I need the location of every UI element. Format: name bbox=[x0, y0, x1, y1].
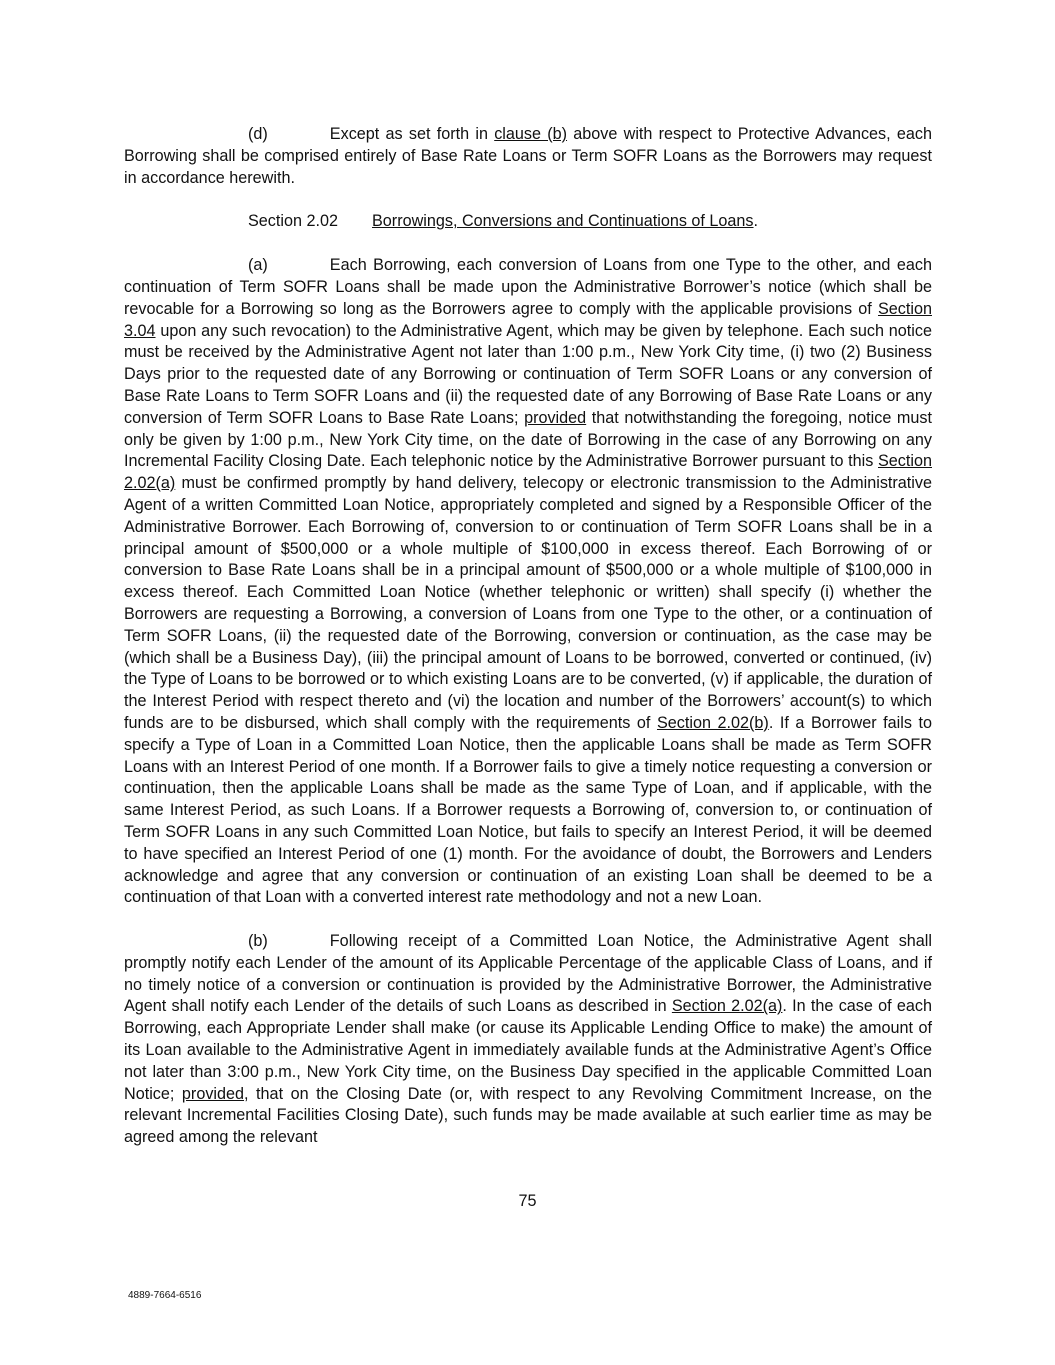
provided-term-b: provided bbox=[181, 1084, 245, 1103]
paragraph-d bbox=[124, 124, 932, 189]
paragraph-b-text-1: Following receipt of a Committed Loan Notice, the Administrative Agent shall promptly notify each Lender of the amount of its Applicable Percentage of the applicable Class of Loans, and if no timely notice of a conversion or continuation is provided by the Administrative Borrower, the Administrative Agent shall notify each Lender of the details of such Loans as described in bbox=[124, 932, 932, 1016]
clause-label-d: (d) bbox=[248, 125, 268, 143]
document-id: 4889-7664-6516 bbox=[128, 1290, 202, 1301]
paragraph-a bbox=[124, 255, 932, 909]
section-2-02a-reference-b: Section 2.02(a) bbox=[671, 997, 783, 1016]
document-page bbox=[124, 124, 932, 1149]
section-2-02b-reference: Section 2.02(b) bbox=[656, 713, 769, 732]
paragraph-d-text-2: above with respect to Protective Advances, each Borrowing shall be comprised entirely of Base Rate Loans or Term SOFR Loans as the Borrowers may request in accordance herewith. bbox=[124, 125, 932, 187]
paragraph-b-text-3: , that on the Closing Date (or, with respect to any Revolving Commitment Increase, on the relevant Incremental Facilities Closing Date), such funds may be made available at such earlier time as may be agreed among the relevant bbox=[124, 1084, 932, 1147]
paragraph-a-text-1: Each Borrowing, each conversion of Loans from one Type to the other, and each continuation of Term SOFR Loans shall be made upon the Administrative Borrower’s notice (which shall be revocable for a Borrowing so long as the Borrowers agree to comply with the applicable provisions of bbox=[124, 256, 932, 318]
clause-label-a: (a) bbox=[248, 256, 268, 275]
provided-term: provided bbox=[524, 408, 587, 427]
paragraph-a-text-5: . If a Borrower fails to specify a Type of Loan in a Committed Loan Notice, then the applicable Loans shall be made as Term SOFR Loans with an Interest Period of one month. If a Borrower fails to give a timely notice requesting a conversion or continuation, then the applicable Loans shall be made as the same Type of Loan, and if applicable, with the same Interest Period, as such Loans. If a Borrower requests a Borrowing of, conversion to, or continuation of Term SOFR Loans in any such Committed Loan Notice, but fails to specify an Interest Period, it will be deemed to have specified an Interest Period of one (1) month. For the avoidance of doubt, the Borrowers and Lenders acknowledge and agree that any conversion or continuation of an existing Loan shall be deemed to be a continuation of that Loan with a converted interest rate methodology and not a new Loan. bbox=[124, 713, 933, 907]
page-number: 75 bbox=[518, 1192, 537, 1210]
paragraph-b-text-2: . In the case of each Borrowing, each Appropriate Lender shall make (or cause its Applicable Lending Office to make) the amount of its Loan available to the Administrative Agent in immediately available funds at the Administrative Agent’s Office not later than 3:00 p.m., New York City time, on the Business Day specified in the applicable Committed Loan Notice; bbox=[124, 997, 933, 1103]
section-number: Section 2.02 bbox=[248, 212, 338, 231]
section-2-02a-reference: Section 2.02(a) bbox=[124, 452, 932, 493]
section-heading bbox=[124, 211, 932, 233]
section-title: Borrowings, Conversions and Continuations of Loans bbox=[372, 212, 754, 231]
paragraph-a-text-3: that notwithstanding the foregoing, notice must only be given by 1:00 p.m., New York City time, on the date of Borrowing in the case of any Borrowing on any Incremental Facility Closing Date. Each telephonic notice by the Administrative Borrower pursuant to this bbox=[124, 408, 932, 471]
paragraph-b bbox=[124, 931, 932, 1149]
paragraph-d-text-1: Except as set forth in bbox=[329, 125, 495, 143]
section-title-period: . bbox=[753, 212, 759, 231]
section-3-04-reference: Section 3.04 bbox=[124, 299, 932, 340]
clause-b-reference: clause (b) bbox=[494, 125, 568, 143]
clause-label-b: (b) bbox=[248, 932, 268, 951]
paragraph-a-text-2: upon any such revocation) to the Administrative Agent, which may be given by telephone. Each such notice must be received by the Administrative Agent not later than 1:00 p.m., New York City time, (i) two (2) Business Days prior to the requested date of any Borrowing or continuation of Term SOFR Loans or any conversion of Base Rate Loans to Term SOFR Loans and (ii) the requested date of any Borrowing of Base Rate Loans or any conversion of Term SOFR Loans to Base Rate Loans; bbox=[124, 321, 932, 427]
paragraph-a-text-4: must be confirmed promptly by hand delivery, telecopy or electronic transmission to the Administrative Agent of a written Committed Loan Notice, appropriately completed and signed by a Responsible Officer of the Administrative Borrower. Each Borrowing of, conversion to or continuation of Term SOFR Loans shall be in a principal amount of $500,000 or a whole multiple of $100,000 in excess thereof. Each Borrowing of or conversion to Base Rate Loans shall be in a principal amount of $500,000 or a whole multiple of $100,000 in excess thereof. Each Committed Loan Notice (whether telephonic or written) shall specify (i) whether the Borrowers are requesting a Borrowing, a conversion of Loans from one Type to the other, or a continuation of Term SOFR Loans, (ii) the requested date of the Borrowing, conversion or continuation, as the case may be (which shall be a Business Day), (iii) the principal amount of Loans to be borrowed, converted or continued, (iv) the Type of Loans to be borrowed or to which existing Loans are to be converted, (v) if applicable, the duration of the Interest Period with respect thereto and (vi) the location and number of the Borrowers’ account(s) to which funds are to be disbursed, which shall comply with the requirements of bbox=[124, 474, 932, 732]
